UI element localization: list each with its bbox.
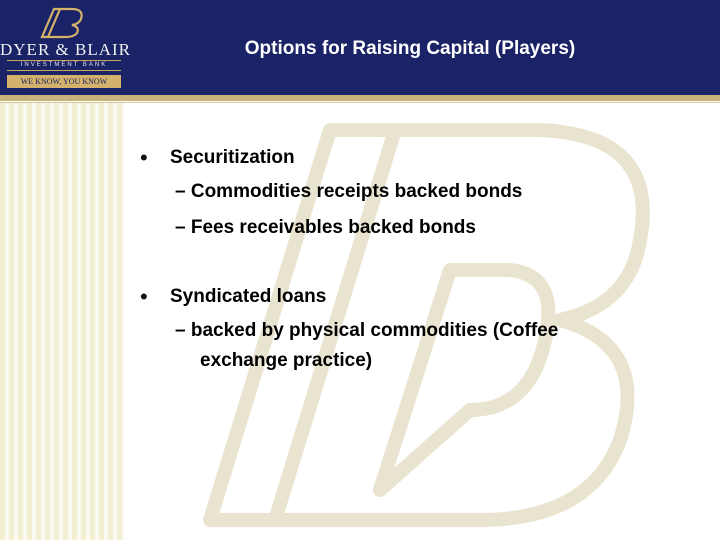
bullet-icon: • bbox=[140, 284, 148, 309]
slide-title: Options for Raising Capital (Players) bbox=[244, 38, 576, 59]
bullet-securitization: Securitization bbox=[170, 147, 295, 168]
sub-item-fees: – Fees receivables backed bonds bbox=[175, 217, 476, 238]
sub-item-physical-commodities: – backed by physical commodities (Coffee bbox=[175, 320, 559, 341]
bullet-icon: • bbox=[140, 145, 148, 170]
logo-name: DYER & BLAIR bbox=[0, 40, 131, 59]
gold-divider bbox=[0, 95, 720, 101]
company-logo bbox=[0, 0, 131, 95]
header-bar bbox=[0, 0, 720, 95]
logo-subtitle: INVESTMENT BANK bbox=[7, 60, 121, 71]
logo-tagline: WE KNOW, YOU KNOW bbox=[7, 75, 121, 88]
sub-item-commodities: – Commodities receipts backed bonds bbox=[175, 181, 523, 202]
sub-item-continuation: exchange practice) bbox=[200, 350, 373, 371]
striped-side-panel bbox=[0, 103, 124, 540]
db-monogram-icon bbox=[34, 6, 90, 40]
bullet-syndicated-loans: Syndicated loans bbox=[170, 286, 327, 307]
